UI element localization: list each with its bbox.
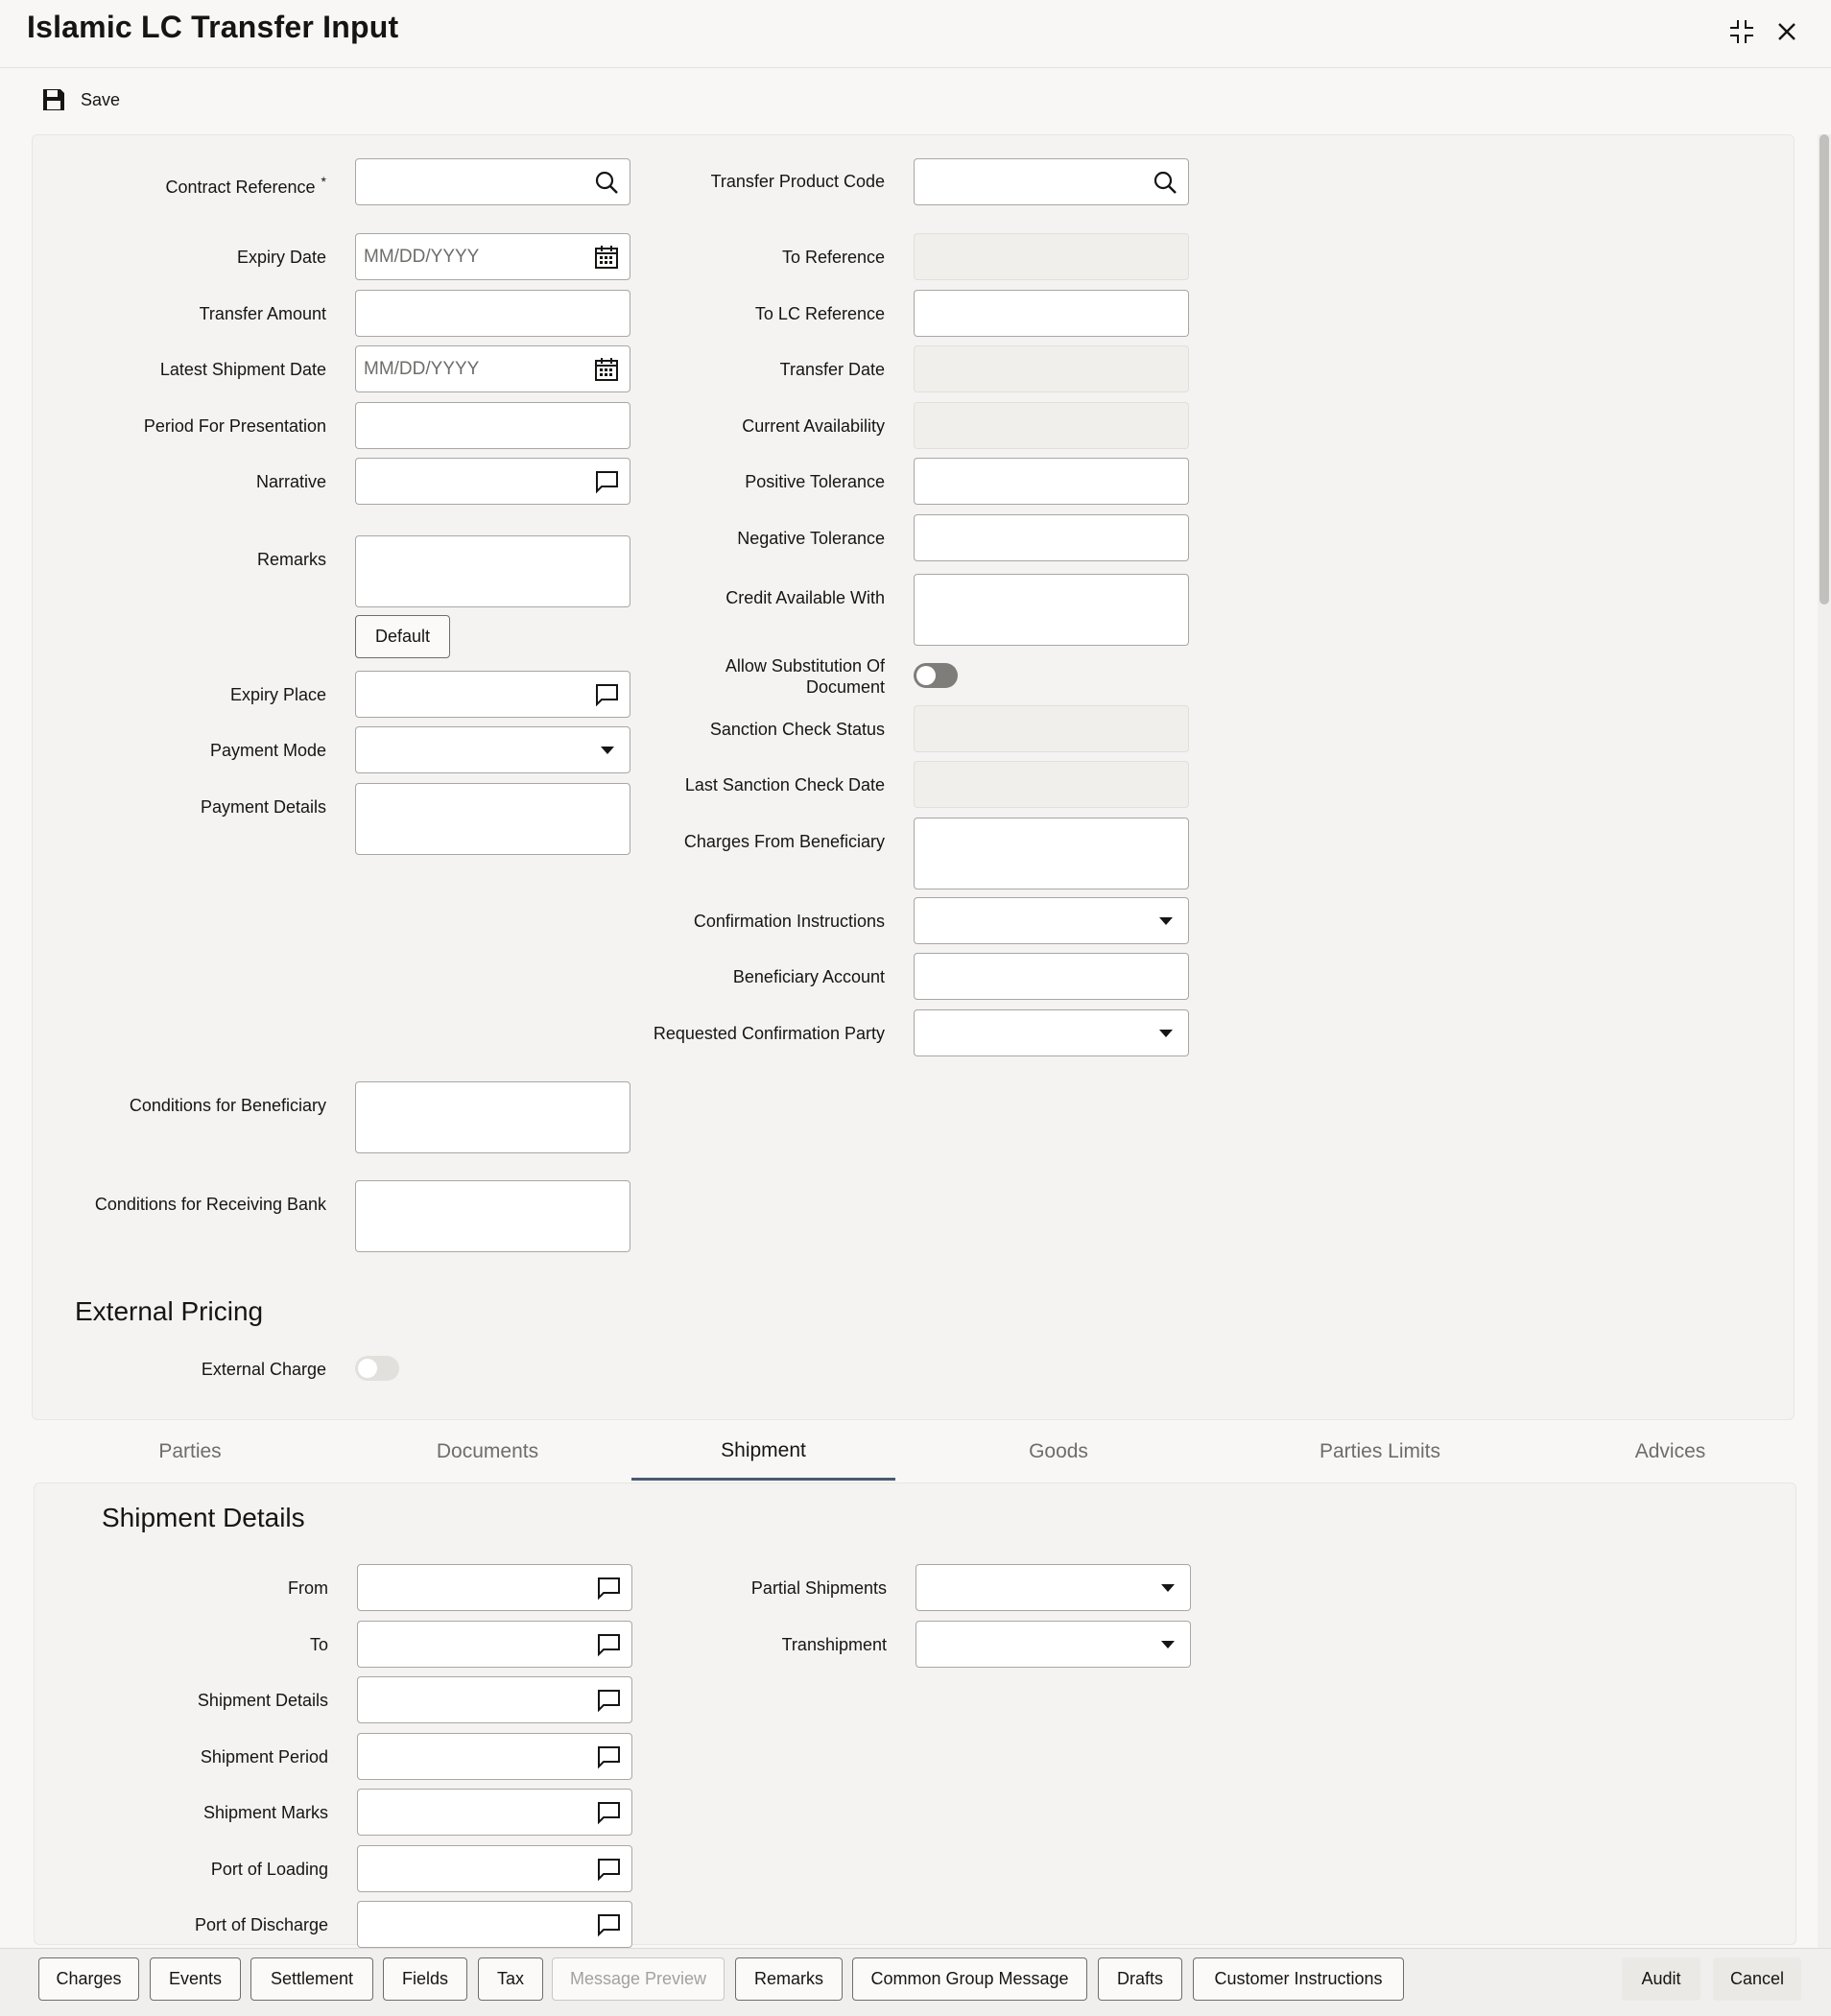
settlement-button[interactable]: Settlement <box>250 1957 373 2001</box>
charges-button[interactable]: Charges <box>38 1957 139 2001</box>
shipment-details-title: Shipment Details <box>102 1503 305 1532</box>
external-charge-label: External Charge <box>201 1360 326 1379</box>
footer-bar <box>0 1948 1831 2016</box>
audit-button[interactable]: Audit <box>1622 1957 1700 2001</box>
positive-tolerance-input[interactable] <box>914 458 1189 505</box>
chat-bubble-icon[interactable] <box>595 1687 622 1714</box>
beneficiary-account-input[interactable] <box>914 953 1189 1000</box>
window-title: Islamic LC Transfer Input <box>27 10 399 44</box>
common-group-message-button[interactable]: Common Group Message <box>852 1957 1087 2001</box>
chevron-down-icon <box>1159 1030 1173 1037</box>
main-form-panel <box>32 134 1795 1420</box>
payment-mode-label: Payment Mode <box>209 741 326 760</box>
tab-bar <box>32 1423 1793 1481</box>
toggle-knob <box>916 666 936 685</box>
tab-documents[interactable]: Documents <box>436 1440 539 1462</box>
transfer-product-code-label: Transfer Product Code <box>710 172 885 191</box>
chevron-down-icon <box>1161 1584 1175 1592</box>
tab-goods[interactable]: Goods <box>1029 1440 1088 1462</box>
search-icon[interactable] <box>1152 169 1178 196</box>
payment-details-label: Payment Details <box>200 797 326 817</box>
conditions-beneficiary-label: Conditions for Beneficiary <box>129 1096 326 1115</box>
default-button[interactable]: Default <box>355 615 450 658</box>
ship-from-label: From <box>288 1578 328 1598</box>
events-button[interactable]: Events <box>150 1957 241 2001</box>
chat-bubble-icon[interactable] <box>595 1799 622 1826</box>
customer-instructions-button[interactable]: Customer Instructions <box>1193 1957 1404 2001</box>
current-availability-input <box>914 402 1189 449</box>
beneficiary-account-label: Beneficiary Account <box>732 967 885 986</box>
shipment-period-label: Shipment Period <box>200 1747 328 1767</box>
to-lc-reference-label: To LC Reference <box>754 304 885 323</box>
charges-from-beneficiary-label: Charges From Beneficiary <box>683 832 885 851</box>
sanction-check-status-input <box>914 705 1189 752</box>
shipment-details-label: Shipment Details <box>197 1691 328 1710</box>
narrative-label: Narrative <box>255 472 326 491</box>
transfer-product-code-input[interactable] <box>914 158 1189 205</box>
chevron-down-icon <box>1159 917 1173 925</box>
transfer-date-label: Transfer Date <box>779 360 885 379</box>
drafts-button[interactable]: Drafts <box>1098 1957 1182 2001</box>
allow-substitution-toggle[interactable] <box>914 663 958 688</box>
transhipment-select[interactable] <box>916 1621 1191 1668</box>
port-of-discharge-input[interactable] <box>357 1901 632 1948</box>
tab-parties[interactable]: Parties <box>158 1440 222 1462</box>
conditions-beneficiary-textarea[interactable] <box>355 1081 630 1153</box>
ship-to-label: To <box>309 1635 328 1654</box>
fields-button[interactable]: Fields <box>383 1957 467 2001</box>
requested-confirmation-party-select[interactable] <box>914 1009 1189 1056</box>
conditions-receiving-bank-label: Conditions for Receiving Bank <box>94 1195 326 1214</box>
last-sanction-check-date-input <box>914 761 1189 808</box>
last-sanction-check-date-label: Last Sanction Check Date <box>684 775 885 795</box>
partial-shipments-select[interactable] <box>916 1564 1191 1611</box>
minimize-icon[interactable] <box>1725 15 1758 48</box>
conditions-receiving-bank-textarea[interactable] <box>355 1180 630 1252</box>
port-of-loading-label: Port of Loading <box>210 1860 328 1879</box>
expiry-date-label: Expiry Date <box>236 248 326 267</box>
save-button[interactable] <box>40 84 120 115</box>
external-pricing-title: External Pricing <box>75 1296 264 1326</box>
title-bar <box>0 0 1831 68</box>
contract-reference-label: Contract Reference * <box>165 174 326 197</box>
tax-button[interactable]: Tax <box>478 1957 543 2001</box>
cancel-button[interactable]: Cancel <box>1713 1957 1801 2001</box>
remarks-button[interactable]: Remarks <box>735 1957 843 2001</box>
requested-confirmation-party-label: Requested Confirmation Party <box>653 1024 885 1043</box>
shipment-marks-label: Shipment Marks <box>202 1803 328 1822</box>
chat-bubble-icon[interactable] <box>595 1856 622 1883</box>
charges-from-beneficiary-textarea[interactable] <box>914 818 1189 889</box>
chevron-down-icon <box>1161 1641 1175 1648</box>
latest-shipment-date-label: Latest Shipment Date <box>159 360 326 379</box>
sanction-check-status-label: Sanction Check Status <box>709 720 885 739</box>
confirmation-instructions-select[interactable] <box>914 897 1189 944</box>
toggle-knob <box>358 1359 377 1378</box>
remarks-label: Remarks <box>256 550 326 569</box>
period-for-presentation-label: Period For Presentation <box>143 416 326 436</box>
to-reference-input <box>914 233 1189 280</box>
external-charge-toggle[interactable] <box>355 1356 399 1381</box>
chevron-down-icon <box>601 747 614 754</box>
positive-tolerance-label: Positive Tolerance <box>745 472 885 491</box>
shipment-panel <box>34 1482 1796 1945</box>
negative-tolerance-input[interactable] <box>914 514 1189 561</box>
to-reference-label: To Reference <box>781 248 885 267</box>
save-icon <box>40 86 67 113</box>
save-label: Save <box>81 89 121 109</box>
expiry-date-placeholder: MM/DD/YYYY <box>364 247 480 267</box>
port-of-discharge-label: Port of Discharge <box>194 1915 328 1934</box>
expiry-place-label: Expiry Place <box>229 685 326 704</box>
shipment-period-input[interactable] <box>357 1733 632 1780</box>
current-availability-label: Current Availability <box>742 416 885 436</box>
shipment-details-input[interactable] <box>357 1676 632 1723</box>
scrollbar-thumb[interactable] <box>1819 134 1829 605</box>
tab-advices[interactable]: Advices <box>1634 1440 1706 1462</box>
close-icon[interactable] <box>1771 15 1803 48</box>
tab-parties-limits[interactable]: Parties Limits <box>1319 1440 1441 1462</box>
transhipment-label: Transhipment <box>781 1635 887 1654</box>
credit-available-with-label: Credit Available With <box>725 588 885 607</box>
chat-bubble-icon[interactable] <box>595 1743 622 1770</box>
to-lc-reference-input[interactable] <box>914 290 1189 337</box>
latest-shipment-date-placeholder: MM/DD/YYYY <box>364 359 480 379</box>
port-of-loading-input[interactable] <box>357 1845 632 1892</box>
allow-substitution-label: Allow Substitution Of Document <box>725 656 885 697</box>
credit-available-with-textarea[interactable] <box>914 574 1189 646</box>
message-preview-button[interactable]: Message Preview <box>552 1957 725 2001</box>
transfer-date-input <box>914 345 1189 392</box>
chat-bubble-icon[interactable] <box>595 1911 622 1938</box>
negative-tolerance-label: Negative Tolerance <box>737 529 885 548</box>
shipment-marks-input[interactable] <box>357 1789 632 1836</box>
partial-shipments-label: Partial Shipments <box>750 1578 887 1598</box>
confirmation-instructions-label: Confirmation Instructions <box>693 912 885 931</box>
transfer-amount-label: Transfer Amount <box>199 304 326 323</box>
tab-shipment[interactable]: Shipment <box>631 1423 895 1481</box>
